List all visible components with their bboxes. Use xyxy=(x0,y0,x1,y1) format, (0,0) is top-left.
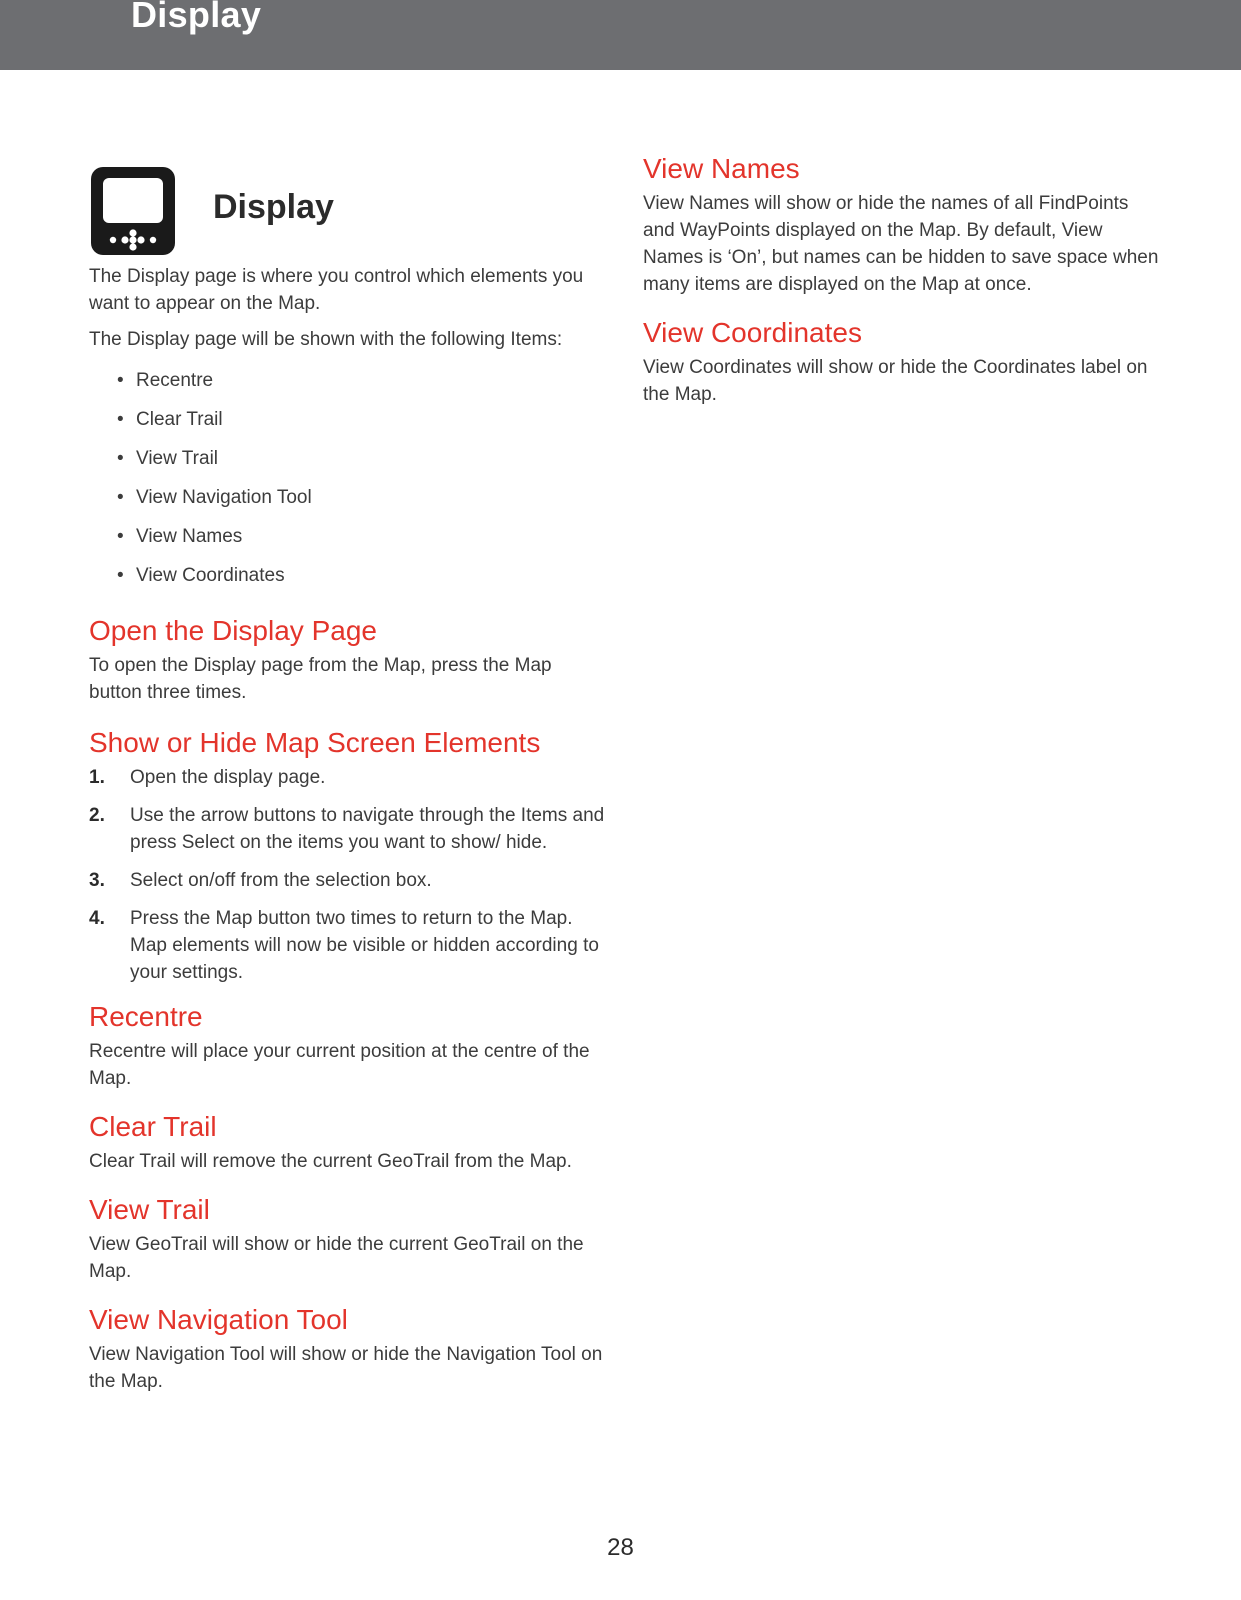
list-item-label: Recentre xyxy=(136,370,214,391)
step-number: 1. xyxy=(89,767,105,788)
right-column xyxy=(643,152,1163,408)
page-number: 28 xyxy=(607,1534,634,1561)
step-text: Use the arrow buttons to navigate through the Items and press Select on the items you want to show/ hide. xyxy=(130,805,605,853)
section-view-names xyxy=(643,152,1163,298)
page-title: Display xyxy=(213,187,334,226)
step-item xyxy=(89,802,609,856)
list-item-label: View Navigation Tool xyxy=(136,487,312,508)
list-item xyxy=(117,484,609,523)
steps-list xyxy=(89,764,609,986)
section-heading: View Navigation Tool xyxy=(89,1304,348,1335)
section-text: View Names will show or hide the names of all FindPoints and WayPoints displayed on the Map. By default, View Names is ‘On’, but names can be hidden to save space when many items are displayed on the Map at once. xyxy=(643,193,1159,295)
bullet-icon: • xyxy=(117,409,124,430)
section-view-navigation-tool xyxy=(89,1303,609,1395)
items-list xyxy=(89,367,609,601)
list-item xyxy=(117,367,609,406)
list-item xyxy=(117,406,609,445)
section-heading: Clear Trail xyxy=(89,1111,217,1142)
header-bar xyxy=(0,0,1241,70)
section-heading: Open the Display Page xyxy=(89,615,377,646)
section-open-display-page xyxy=(89,614,609,706)
list-item-label: View Names xyxy=(136,526,243,547)
list-item xyxy=(117,523,609,562)
list-item-label: View Coordinates xyxy=(136,565,285,586)
bullet-icon: • xyxy=(117,370,124,391)
section-clear-trail xyxy=(89,1110,609,1175)
step-number: 2. xyxy=(89,805,105,826)
step-item xyxy=(89,764,609,791)
section-heading: Recentre xyxy=(89,1001,203,1032)
section-text: To open the Display page from the Map, press the Map button three times. xyxy=(89,655,552,703)
section-show-hide xyxy=(89,726,609,986)
section-view-trail xyxy=(89,1193,609,1285)
bullet-icon: • xyxy=(117,448,124,469)
step-number: 3. xyxy=(89,870,105,891)
section-text: Recentre will place your current position at the centre of the Map. xyxy=(89,1041,590,1089)
list-item xyxy=(117,445,609,484)
section-recentre xyxy=(89,1000,609,1092)
list-item xyxy=(117,562,609,601)
list-item-label: Clear Trail xyxy=(136,409,223,430)
left-column xyxy=(89,165,609,1395)
bullet-icon: • xyxy=(117,487,124,508)
section-text: Clear Trail will remove the current GeoTrail from the Map. xyxy=(89,1151,572,1172)
section-text: View Navigation Tool will show or hide the Navigation Tool on the Map. xyxy=(89,1344,603,1392)
section-heading: Show or Hide Map Screen Elements xyxy=(89,727,541,758)
step-text: Open the display page. xyxy=(130,767,326,788)
section-text: View Coordinates will show or hide the Coordinates label on the Map. xyxy=(643,357,1148,405)
step-item xyxy=(89,905,609,986)
intro-paragraph: The Display page is where you control which elements you want to appear on the Map. xyxy=(89,266,584,314)
bullet-icon: • xyxy=(117,565,124,586)
device-display-icon xyxy=(89,165,177,257)
section-text: View GeoTrail will show or hide the current GeoTrail on the Map. xyxy=(89,1234,584,1282)
section-heading: View Trail xyxy=(89,1194,210,1225)
section-heading: View Names xyxy=(643,153,800,184)
section-title-row xyxy=(89,165,609,257)
step-number: 4. xyxy=(89,908,105,929)
step-text: Press the Map button two times to return to the Map. Map elements will now be visible or hidden according to your settings. xyxy=(130,908,599,983)
items-intro-paragraph: The Display page will be shown with the following Items: xyxy=(89,329,563,350)
list-item-label: View Trail xyxy=(136,448,219,469)
step-text: Select on/off from the selection box. xyxy=(130,870,432,891)
header-title: Display xyxy=(131,0,262,35)
section-heading: View Coordinates xyxy=(643,317,862,348)
step-item xyxy=(89,867,609,894)
section-view-coordinates xyxy=(643,316,1163,408)
bullet-icon: • xyxy=(117,526,124,547)
